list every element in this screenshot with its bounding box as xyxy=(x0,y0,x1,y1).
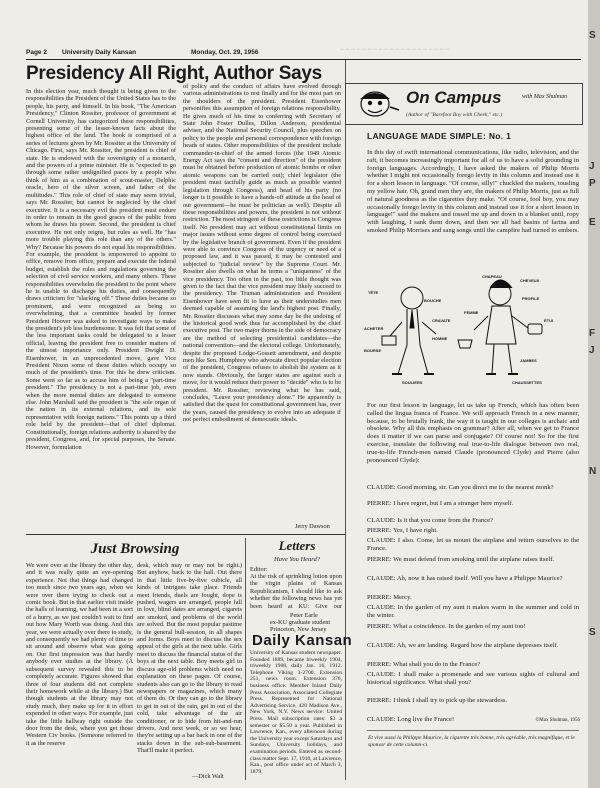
oncampus-intro: In this day of swift international communications, like radio, television, and the raft, it becomes increasingly important for all of us to have a solid grounding in foreign languages. Accordingly, I have asked the makers of Philip Morris whether I might not occasionally forego levity in this column and instead use it for a short lesson in language. "Of course, silly!" chuckled the makers, tousling my yellow hair. Oh, grand men they are, the makers of Philip Morris, just as full of natural goodness as the cigarettes they make. "Of course, fool boy, you may occasionally forego levity in this column and instead use it for a short lesson in language!" said the makers and tossed me up and down in a blanket until, ropy with laughing, I sank them down, and then we all had basins of farina and smoked Philip Morrises and sang songs until the campfire had turned to embers. xyxy=(367,149,579,234)
dialogue-line: CLAUDE: Ah, we are landing. Regard how the airplane depresses itself. xyxy=(367,642,559,649)
bleed-through-text: ~ ~ ~ ~ ~ ~ ~ ~ ~ ~ ~ ~ ~ ~ ~ ~ ~ ~ ~ ~ xyxy=(340,46,449,54)
cartoon-label-femme: FEMME xyxy=(464,310,479,315)
dialogue-line: PIERRE: Mercy. xyxy=(367,594,412,601)
edge-letter: J xyxy=(589,345,595,356)
edge-letter: N xyxy=(589,466,597,477)
editorial-byline: Jerry Dawson xyxy=(295,523,330,530)
cartoon-label-homme: HOMME xyxy=(432,336,448,341)
browsing-column-1: We were over at the library the other day, and it was really quite an eye-opening experience. Not that things had changed too much since two years ago, when we were over there trying to check out a comic book. But in that earlier visit inside the halls of learning, we had been in a sort of a hurry, as we just couldn't wait to find out how Mary Worth was doing. And this year, we were actually over there to study, and consequently we had plenty of time to sit around and observe what was going on. Our first impression was that hardly anybody ever studies at the library. (A subsequent survey revealed this to be completely accurate. Figures showed that three of four students did not complete their homework while at the library.) But though students at the library may not study much, they make up for it in effort expended in other ways. For example, just take the little hallway right outside the door from the desk, where you get those Western Civ books. (Someone referred to it as the reserve xyxy=(26,562,133,747)
cartoon-label-jambes: JAMBES xyxy=(520,358,537,363)
dialogue-line: PIERRE: I have regret, but I am a stranger here myself. xyxy=(367,500,514,507)
adjacent-page-edge xyxy=(588,0,600,788)
editorial-column-1: In this election year, much thought is being given to the responsibilities the President of the United States has to the people, his party, and himself. In his book, "The American Presidency," Clinton Rossiter, professor of government at Cornell University, has categorized these responsibilities, presenting some of the lesser-known facts about the highest office of the land. The book is comprised of a series of lectures given by Mr. Rossiter at the University of Chicago. First, says Mr. Rossiter, the president is chief of state. He is endowed with the sovereignty of a monarch, and the powers of a prime minister. He is "expected to go through some rather undignified paces by a people who think of him as a combination of scout-master, Delphic oracle, hero of the silver screen, and father of the multitudes." This role of chief of state may seem trivial, says Mr. Rossiter, but cannot be neglected by the chief executive. It is a necessary evil the president must endure in order to remain in the good graces of the public from whom he draws his power. Second, the president is chief executive. He not only reigns, but rules as well. He "has more trouble playing this role than any of the others." Why? Because his powers do not equal his responsibilities. For example, the president is empowered to appoint to office, remove from office, prepare and execute the federal budget, establish the rules and regulations governing the selection of civil service workers, and many others. These responsibilities overwhelm the president to the point where he is unable to discharge his duties, and consequently draws criticism for "slacking off." These duties became so prominent, and were recognized as being so overwhelming, that a committee headed by former President Hoover was asked to investigate ways to make the president's job less burdensome. It was felt that some of the less important tasks could be delegated to a lesser official, leaving the president free to consider matters of the utmost importance only. President Dwight D. Eisenhower, in an unprecedented move, gave Vice President Nixon some of these duties which occupy so much of the president's time. For this he drew criticism. Some went so far as to accuse him of being a "part-time president." The presidency is not a part-time job, even when the more menial duties are delegated to someone else. John Marshall said the president is "the sole organ of the nation in its external relations, and its sole representative with foreign nations." This points up a third role held by the president—that of chief diplomat. Constitutionally, foreign relations authority is shared by the president, Congress, and, for special purposes, the Senate. However, formulation xyxy=(26,88,176,451)
dialogue-line: PIERRE: We must defend from smoking until the airplane raises itself. xyxy=(367,556,555,563)
dialogue-line: CLAUDE: Is it that you come from the France? xyxy=(367,517,493,524)
masthead xyxy=(26,47,581,60)
editorial-headline: Presidency All Right, Author Says xyxy=(26,63,322,84)
letters-body: At the risk of sprinkling lotion upon the virgin plains of Kansas Republicanism, I should like to ask whether the following news has yet been heard at KU: Give our xyxy=(250,573,342,610)
dialogue-line: PIERRE: What shall you do in the France? xyxy=(367,661,481,668)
caricature-illustration xyxy=(350,87,400,120)
ad-divider xyxy=(367,730,579,731)
dialogue-line: CLAUDE: I also. Come, let us mount the airplane and return ourselves to the France. xyxy=(367,537,579,552)
dialogue-line: CLAUDE: Long live the France! xyxy=(367,716,455,723)
oncampus-title: On Campus xyxy=(406,88,502,107)
letters-salutation: Editor: xyxy=(250,566,268,573)
dialogue-line: CLAUDE: I shall make a promenade and see various sights of cultural and historical significance. What shall you? xyxy=(367,671,579,686)
edge-letter: J xyxy=(589,161,595,172)
letters-signer-note: ex-KU graduate student xyxy=(270,619,331,626)
column-divider xyxy=(345,60,346,780)
cartoon-label-tete: TÊTE xyxy=(368,290,379,295)
cartoon-label-cheveux: CHEVEUX xyxy=(520,278,540,283)
oncampus-lesson: For our first lesson in language, let us take up French, which has often been called the lingua franca of France. We will approach French in a new manner, because, to be brutally frank, the way it is taught in our colleges is archaic and obsolete. Why all this emphasis on grammar? After all, when we get to France does it matter if we can parse and conjugate? Of course not! So for the first exercise, translate the following real true-to-life dialogue between two real, true-to-life French-men named Claude (pronounced Clyde) and Pierre (also pronounced Clyde): xyxy=(367,402,579,464)
letters-title xyxy=(252,538,342,554)
editorial-column-2: of policy and the conduct of affairs have evolved through various administrations to rest finally and for the most part on the shoulders of the president. President Eisenhower personifies this assumption of foreign relations responsibility. He gives much of his time to conferring with Secretary of State John Foster Dulles, Dillon Anderson, presidential adviser, and the National Security Council, plus speeches on policy to the people and personal correspondence with foreign heads of states. Other responsibilities of the president include commander-in-chief of the armed forces (the 1949 Atomic Energy Act says the "consent and direction" of the president must be obtained before production of atomic bombs or other atomic weapons can be carried out); chief legislator (the president must tactfully guide as much as possible wanted legislation through Congress), and head of his party (no longer is it possible to have a hands-off attitude at the head of our government—he must be politician as well). Despite all these responsibilities and powers, the president is not without restriction. The most stringent of these restrictions is Congress itself. No president may act without constitutional limits on major issues without some degree of control being exercised by the legislative branch of government. Even if the president were able to convince Congress of the urgency or need of a proposed law, and it was passed, it may be contested and subjected to "judicial review" by the Supreme Court. Mr. Rossiter also dwells on what he terms a "uniqueness" of the vice presidency. Too often in the past, too little thought was given to the fact that the vice president may likely succeed to the presidency. The Truman administration and President Eisenhower have seen fit to have as their understudies men deemed capable of assuming the land's highest post. Finally, Mr. Rossiter discusses what may some day be the undoing of the historical good work thus far accomplished by the chief executive post. The two major thorns in the side of democracy are the method of selecting presidential candidates—the national convention—and the electoral college. Unfortunately, despite the proposed Lodge-Gossett amendment, and despite men like Sen. Humphrey who advocate direct popular election of the president, Congress refuses to abolish the system as it now stands. Obviously, the larger states are against such a move, for it would reduce their power to "decide" who is to be president. Mr. Rossiter, reviewing what he has said, concludes, "Leave your presidency alone." He apparently is satisfied that the quest for constitutional government has, over the years, caused the presidency to evolve into an adequate if not perfect embodiment of democratic ideals. xyxy=(183,83,341,424)
issue-date: Monday, Oct. 29, 1956 xyxy=(191,49,259,56)
dialogue-line: CLAUDE: Good morning, sir. Can you direct me to the nearest monk? xyxy=(367,484,554,491)
edge-letter: F xyxy=(589,328,596,339)
dialogue-line: CLAUDE: Ah, now it has raised itself. Will you have a Philippe Maurice? xyxy=(367,575,563,582)
edge-letter: P xyxy=(589,178,596,189)
cartoon-label-chapeau: CHAPEAU xyxy=(482,274,502,279)
dialogue-line: CLAUDE: In the garden of my aunt it makes warm in the summer and cold in the winter. xyxy=(367,604,579,619)
cartoon-label-souliers: SOULIERS xyxy=(402,380,423,385)
edge-letter: S xyxy=(589,627,596,638)
cartoon-label-cravate: CRAVATE xyxy=(432,318,451,323)
cartoon-label-etui: ÉTUI xyxy=(544,318,554,323)
browsing-title xyxy=(40,541,230,558)
dialogue-line: PIERRE: What a coincidence. In the garden of my aunt too! xyxy=(367,623,526,630)
copyright: ©Max Shulman, 1956 xyxy=(535,718,580,723)
letters-subtitle: Have You Heard? xyxy=(274,556,321,563)
oncampus-with: with Max Shulman xyxy=(522,94,567,100)
letters-signer: Peter Earle xyxy=(290,612,318,619)
paper-name: University Daily Kansan xyxy=(62,49,137,56)
browsing-column-2: desk, which may or may not be right.) But anyhow, back to the hall. Out there in that little five-by-five cubicle, all kinds of intrigues take place. Friends meet friends, duels are fought, dope is pushed, wagers are arranged, people fall in love, blind dates are arranged, cigarets are smoked, and problems of the world are solved. But the most popular pastime is the general bull-session, in all shapes and forms. Boys meet to discuss the sex appeal of the girls at the next table. Girls meet to discuss the financial status of the boys at the next table. Boy meets girl to discuss age-old problems which need no explanation on these pages. Of course, students also can go to the library to read newspapers or magazines, which many of them do. Or they can go to the library to get in out of the rain, get in out of the cold, take advantage of the air conditioner, or to hide from hit-and-run drivers. And next week, or so we hear, they're setting up a bar back in one of the stacks down in the sub-sub-basement. That'll make it perfect. xyxy=(137,562,242,755)
cartoon-label-bourse: BOURSE xyxy=(364,348,382,353)
cartoon-label-bouche: BOUCHE xyxy=(424,298,442,303)
letters-title-text: Letters xyxy=(278,538,316,553)
browsing-title-text: Just Browsing xyxy=(90,541,180,557)
oncampus-banner xyxy=(345,83,583,125)
cartoon-drawing xyxy=(362,270,577,395)
page-number: Page 2 xyxy=(26,49,47,56)
column-divider xyxy=(245,538,246,780)
dialogue-line: PIERRE: I think I shall try to pick up the stewardess. xyxy=(367,697,508,704)
section-divider xyxy=(26,534,346,535)
oncampus-author-note: (Author of "Barefoot Boy with Cheek," etc.) xyxy=(406,112,503,118)
cartoon-label-chaussettes: CHAUSSETTES xyxy=(512,380,542,385)
column-title: LANGUAGE MADE SIMPLE: No. 1 xyxy=(367,131,512,141)
cartoon-label-profile: PROFILE xyxy=(522,296,540,301)
letters-signer-place: Princeton, New Jersey xyxy=(270,626,327,633)
kansan-logo: Daily Kansan xyxy=(252,632,353,649)
ad-footer: Et vive aussi la Philippe Maurice, la cigarette très bonne, très agréable, très magnifique, et le sponsor de cette column-ci. xyxy=(368,735,575,748)
edge-letter: S xyxy=(589,30,596,41)
cartoon-label-acheter: ACHETER xyxy=(364,326,384,331)
french-vocabulary-cartoon xyxy=(362,270,577,395)
dialogue-line: PIERRE: Yes, I have right. xyxy=(367,527,438,534)
browsing-byline: —Dick Walt xyxy=(192,773,224,780)
kansan-info: University of Kansas student newspaper. Founded 1889, became biweekly 1904, triweekly 1908, daily Jan. 16, 1912. Telephone Viking 3-2700. Extension 251, news room. Extension 376, business office. Member Inland Daily Press Association, Associated Collegiate Press. Represented for National Advertising Service, 420 Madison Ave., New York, N.Y. News service: United Press. Mail subscription rates: $3 a semester or $5.50 a year. Published in Lawrence, Kan., every afternoon during the University year except Saturdays and Sundays, University holidays, and examination periods. Entered as second-class matter Sept. 17, 1910, at Lawrence, Kan., post office under act of March 3, 1879. xyxy=(250,650,342,775)
edge-letter: E xyxy=(589,217,596,228)
